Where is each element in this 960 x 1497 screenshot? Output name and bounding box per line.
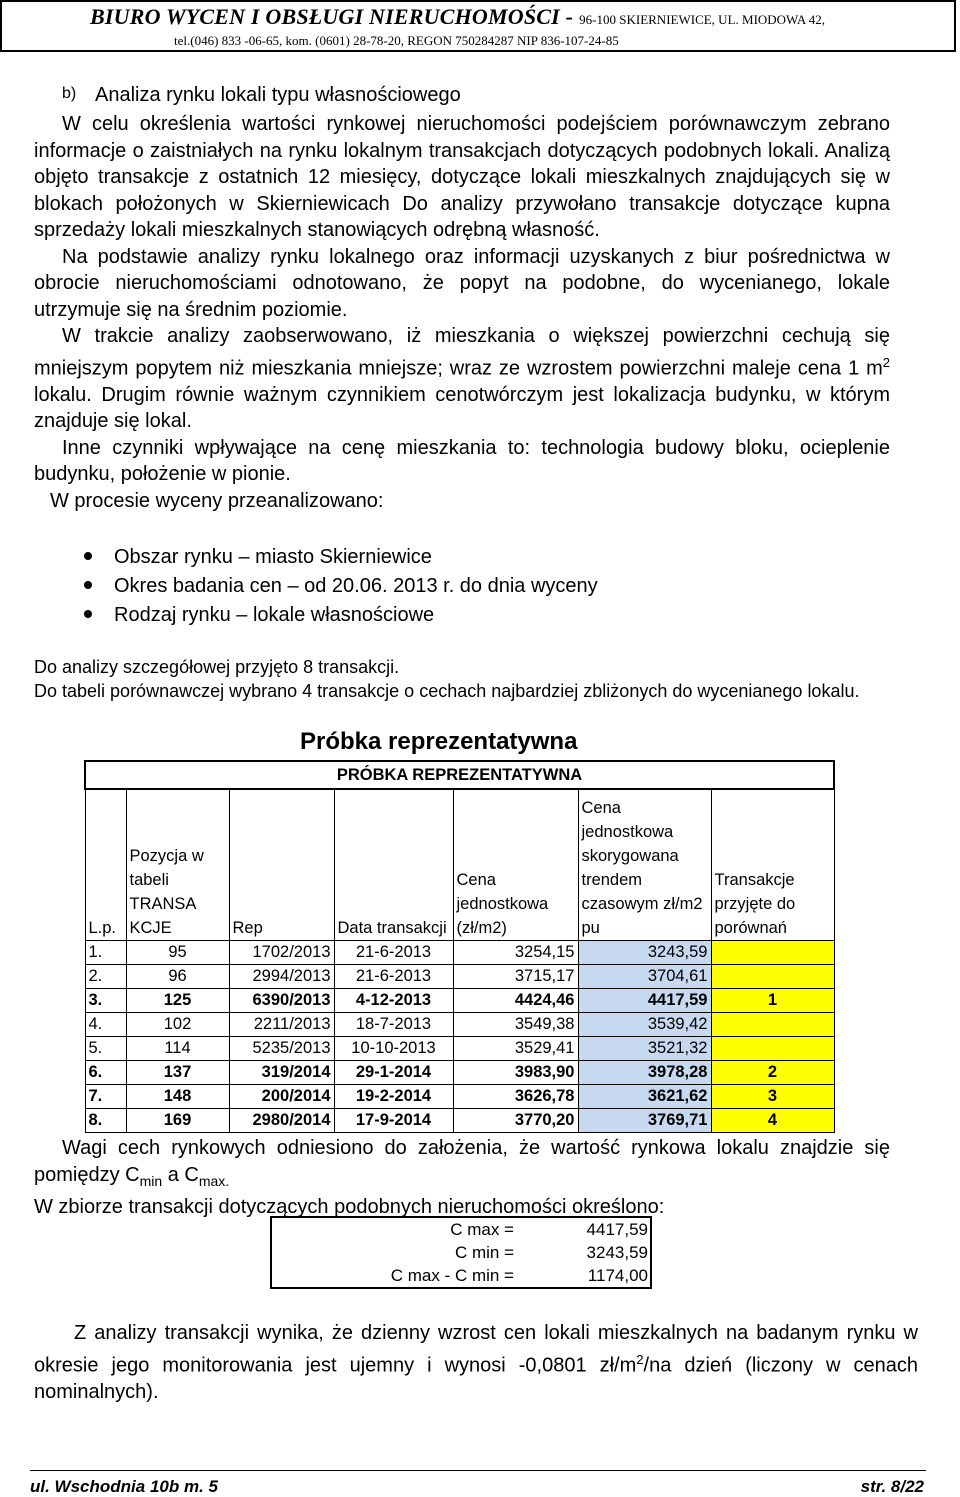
- cell-przyj: 3: [711, 1085, 834, 1109]
- cell-przyj: [711, 965, 834, 989]
- cell-cena: 3254,15: [453, 941, 578, 965]
- cell-cena: 3715,17: [453, 965, 578, 989]
- cell-przyj: 1: [711, 989, 834, 1013]
- trend-text: Z analizy transakcji wynika, że dzienny wzrost cen lokali mieszkalnych na badanym rynku w okresie jego monitorowania jest ujemny i wynosi -0,0801 $zł/m^2/na$ dzień (liczony w cenach nominalnych).: [34, 1322, 918, 1403]
- cell-poz: 95: [126, 941, 229, 965]
- paragraph-5: W procesie wyceny przeanalizowano:: [50, 489, 384, 512]
- cell-cena: 3626,78: [453, 1085, 578, 1109]
- table-row: [85, 1085, 834, 1109]
- sample-table: [84, 760, 835, 1133]
- cell-data: 4-12-2013: [334, 989, 453, 1013]
- cell-przyj: [711, 1013, 834, 1037]
- cell-data: 17-9-2014: [334, 1109, 453, 1133]
- cmin-label: C min =: [454, 1243, 514, 1262]
- company-name: BIURO WYCEN I OBSŁUGI NIERUCHOMOŚCI -: [90, 4, 574, 29]
- cell-przyj: 2: [711, 1061, 834, 1085]
- note-1: Do analizy szczegółowej przyjęto 8 transakcji.: [34, 657, 400, 677]
- col-position: Pozycja w tabeli TRANSA KCJE: [126, 789, 229, 941]
- cell-kor: 4417,59: [578, 989, 711, 1013]
- table-row: [85, 1061, 834, 1085]
- table-header-row: [85, 789, 834, 941]
- header-line-1: [90, 4, 825, 30]
- company-address: 96-100 SKIERNIEWICE, UL. MIODOWA 42,: [579, 12, 826, 27]
- cell-lp: 3.: [85, 989, 126, 1013]
- footer-address: ul. Wschodnia 10b m. 5: [30, 1477, 218, 1496]
- bullet-icon: [84, 581, 92, 589]
- cell-lp: 7.: [85, 1085, 126, 1109]
- table-row: [85, 989, 834, 1013]
- weights-text: [34, 1135, 890, 1221]
- cmin-value: 3243,59: [586, 1243, 648, 1262]
- cell-rep: 2211/2013: [229, 1013, 334, 1037]
- cell-kor: 3704,61: [578, 965, 711, 989]
- cell-poz: 125: [126, 989, 229, 1013]
- footer-page-number: str. 8/22: [860, 1477, 924, 1496]
- table-row: [85, 1037, 834, 1061]
- crange-label: C max - C min =: [390, 1266, 514, 1285]
- note-2: Do tabeli porównawczej wybrano 4 transakcje o cechach najbardziej zbliżonych do wycenianego lokalu.: [34, 681, 860, 701]
- bullet-icon: [84, 552, 92, 560]
- bullet-item: Rodzaj rynku – lokale własnościowe: [84, 604, 434, 627]
- cell-rep: 6390/2013: [229, 989, 334, 1013]
- company-contact: tel.(046) 833 -06-65, kom. (0601) 28-78-20, REGON 750284287 NIP 836-107-24-85: [174, 33, 619, 48]
- col-date: Data transakcji: [334, 789, 453, 941]
- cell-lp: 4.: [85, 1013, 126, 1037]
- cell-lp: 6.: [85, 1061, 126, 1085]
- cmax-label: C max =: [450, 1220, 514, 1239]
- bullet-icon: [84, 610, 92, 618]
- paragraph-2: Na podstawie analizy rynku lokalnego oraz informacji uzyskanych z biur pośrednictwa w obrocie nieruchomościami odnotowano, że popyt na podobne, do wycenianego, lokale utrzymuje się na średnim poziomie.: [34, 245, 890, 321]
- cell-data: 21-6-2013: [334, 965, 453, 989]
- cell-poz: 148: [126, 1085, 229, 1109]
- col-accepted: Transakcje przyjęte do porównań: [711, 789, 834, 941]
- cell-kor: 3978,28: [578, 1061, 711, 1085]
- section-heading: Analiza rynku lokali typu własnościowego: [95, 84, 461, 106]
- cell-data: 29-1-2014: [334, 1061, 453, 1085]
- cell-przyj: [711, 941, 834, 965]
- paragraph-4: Inne czynniki wpływające na cenę mieszkania to: technologia budowy bloku, ocieplenie budynku, położenie w pionie.: [34, 436, 890, 486]
- cell-kor: 3243,59: [578, 941, 711, 965]
- cell-cena: 3983,90: [453, 1061, 578, 1085]
- cell-kor: 3621,62: [578, 1085, 711, 1109]
- cell-kor: 3769,71: [578, 1109, 711, 1133]
- cell-rep: 2994/2013: [229, 965, 334, 989]
- cell-cena: 3549,38: [453, 1013, 578, 1037]
- section-label: b): [62, 85, 77, 102]
- table-row: [85, 1109, 834, 1133]
- cell-rep: 319/2014: [229, 1061, 334, 1085]
- cell-lp: 2.: [85, 965, 126, 989]
- paragraph-3: W trakcie analizy zaobserwowano, iż mieszkania o większej powierzchni cechują się mniejszym popytem niż mieszkania mniejsze; wraz ze wzrostem powierzchni maleje cena 1 $m^2$ lokalu. Drugim równie ważnym czynnikiem cenotwórczym jest lokalizacja budynku, w którym znajduje się lokal.: [34, 325, 890, 433]
- table-subtitle: PRÓBKA REPREZENTATYWNA: [85, 761, 834, 789]
- cell-poz: 102: [126, 1013, 229, 1037]
- cell-data: 10-10-2013: [334, 1037, 453, 1061]
- bullet-item: Obszar rynku – miasto Skierniewice: [84, 546, 432, 569]
- table-row: [85, 965, 834, 989]
- col-lp: L.p.: [85, 789, 126, 941]
- minmax-table: [270, 1216, 652, 1289]
- cell-data: 19-2-2014: [334, 1085, 453, 1109]
- page-header: [0, 0, 960, 56]
- col-rep: Rep: [229, 789, 334, 941]
- col-price: Cena jednostkowa (zł/m2): [453, 789, 578, 941]
- footer-divider: [30, 1470, 926, 1471]
- cell-lp: 1.: [85, 941, 126, 965]
- cell-cena: 4424,46: [453, 989, 578, 1013]
- table-title: Próbka reprezentatywna: [300, 728, 578, 755]
- cell-data: 21-6-2013: [334, 941, 453, 965]
- cell-cena: 3770,20: [453, 1109, 578, 1133]
- cell-lp: 8.: [85, 1109, 126, 1133]
- cell-poz: 114: [126, 1037, 229, 1061]
- cell-rep: 1702/2013: [229, 941, 334, 965]
- cell-rep: 5235/2013: [229, 1037, 334, 1061]
- cell-rep: 200/2014: [229, 1085, 334, 1109]
- weights-line-1: Wagi cech rynkowych odniesiono do założenia, że wartość rynkowa lokalu znajdzie się pomiędzy $C_{min}$ a $C_{max.}$: [34, 1137, 890, 1189]
- table-row: [85, 941, 834, 965]
- bullet-item: Okres badania cen – od 20.06. 2013 r. do dnia wyceny: [84, 575, 598, 598]
- cell-cena: 3529,41: [453, 1037, 578, 1061]
- crange-value: 1174,00: [587, 1266, 648, 1285]
- table-row: [85, 1013, 834, 1037]
- cell-poz: 137: [126, 1061, 229, 1085]
- cell-poz: 96: [126, 965, 229, 989]
- body-text: [34, 111, 890, 514]
- cell-kor: 3539,42: [578, 1013, 711, 1037]
- cell-lp: 5.: [85, 1037, 126, 1061]
- paragraph-1: W celu określenia wartości rynkowej nieruchomości podejściem porównawczym zebrano informacje o zaistniałych na rynku lokalnym transakcjach dotyczących podobnych lokali. Analizą objęto transakcje z ostatnich 12 miesięcy, dotyczące lokali mieszkalnych znajdujących się w blokach położonych w Skierniewicach Do analizy przywołano transakcje dotyczące kupna sprzedaży lokali mieszkalnych stanowiących odrębną własność.: [34, 113, 890, 241]
- cell-poz: 169: [126, 1109, 229, 1133]
- col-adjusted-price: Cena jednostkowa skorygowana trendem czasowym zł/m2 pu: [578, 789, 711, 941]
- cell-data: 18-7-2013: [334, 1013, 453, 1037]
- weights-line-2: W zbiorze transakcji dotyczących podobnych nieruchomości określono:: [34, 1196, 665, 1218]
- cell-przyj: 4: [711, 1109, 834, 1133]
- cell-kor: 3521,32: [578, 1037, 711, 1061]
- cell-przyj: [711, 1037, 834, 1061]
- cell-rep: 2980/2014: [229, 1109, 334, 1133]
- cmax-value: 4417,59: [586, 1220, 648, 1239]
